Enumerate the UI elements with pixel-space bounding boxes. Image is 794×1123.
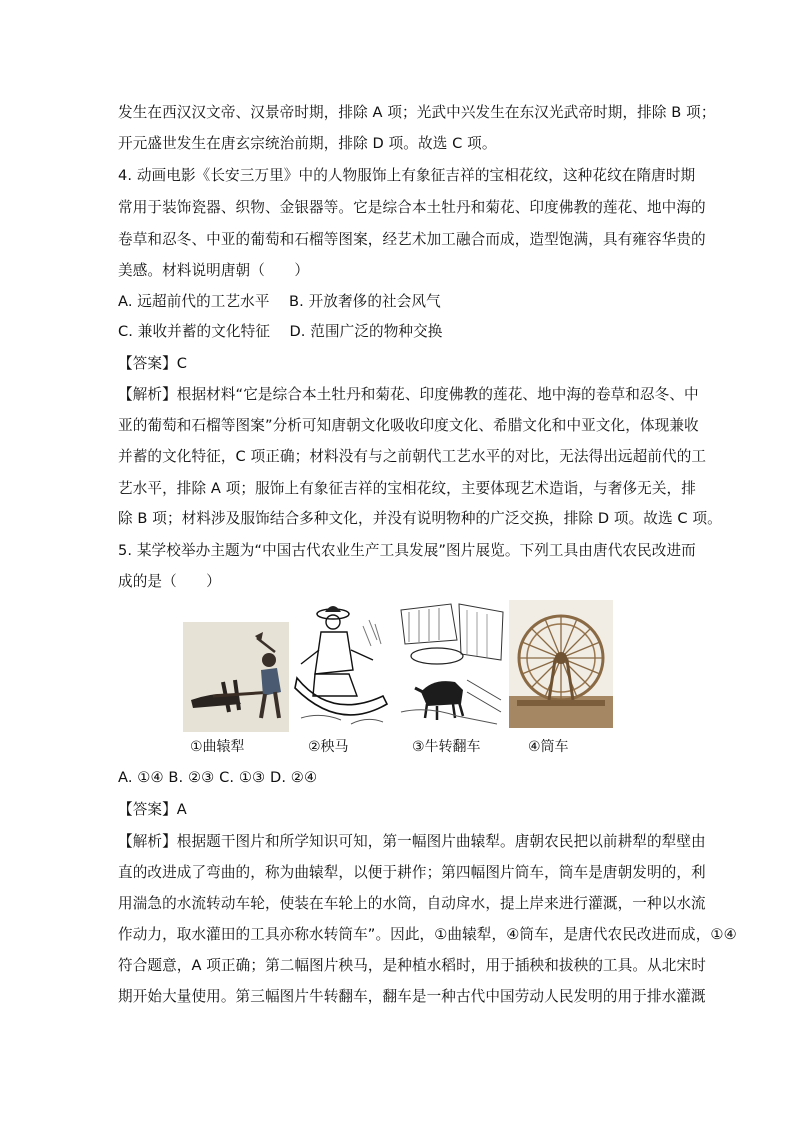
figure-row: [183, 600, 613, 732]
figure-caption: ①曲辕犁: [190, 739, 245, 755]
analysis-text: 用湍急的水流转动车轮，使装在车轮上的水筒，自动戽水，提上岸来进行灌溉，一种以水流: [118, 895, 706, 912]
analysis-text: 【解析】根据材料“它是综合本土牡丹和菊花、印度佛教的莲花、地中海的卷草和忍冬、中: [118, 386, 699, 403]
analysis-text: 作动力，取水灌田的工具亦称水转筒车”。因此，①曲辕犁，④筒车，是唐代农民改进而成，①④: [118, 926, 737, 943]
answer-options: C. 兼收并蓄的文化特征 D. 范围广泛的物种交换: [118, 323, 443, 340]
analysis-text: 【解析】根据题干图片和所学知识可知，第一幅图片曲辕犁。唐朝农民把以前耕犁的犁壁由: [118, 833, 706, 850]
ox-driven-waterwheel-image: [397, 600, 507, 728]
rice-seedling-horse-image: [291, 600, 389, 732]
analysis-text: 直的改进成了弯曲的，称为曲辕犁，以便于耕作；第四幅图片筒车，筒车是唐朝发明的，利: [118, 864, 706, 881]
text-line: 成的是（ ）: [118, 573, 221, 590]
figure-caption: ④筒车: [528, 739, 569, 755]
analysis-text: 除 B 项；材料涉及服饰结合多种文化，并没有说明物种的广泛交换，排除 D 项。故选 C 项。: [118, 510, 722, 527]
analysis-text: 符合题意，A 项正确；第二幅图片秧马，是种植水稻时，用于插秧和拔秧的工具。从北宋时: [118, 957, 706, 974]
answer-label: 【答案】C: [118, 355, 188, 372]
question-4-stem: 4. 动画电影《长安三万里》中的人物服饰上有象征吉祥的宝相花纹，这种花纹在隋唐时期: [118, 167, 696, 184]
question-5-stem: 5. 某学校举办主题为“中国古代农业生产工具发展”图片展览。下列工具由唐代农民改进而: [118, 542, 696, 559]
figure-caption: ③牛转翻车: [412, 739, 481, 755]
analysis-text: 艺水平，排除 A 项；服饰上有象征吉祥的宝相花纹，主要体现艺术造诣，与奢侈无关，排: [118, 480, 696, 497]
text-line: 常用于装饰瓷器、织物、金银器等。它是综合本土牡丹和菊花、印度佛教的莲花、地中海的: [118, 199, 706, 216]
text-line: 美感。材料说明唐朝（ ）: [118, 262, 310, 279]
analysis-text: 亚的葡萄和石榴等图案”分析可知唐朝文化吸收印度文化、希腊文化和中亚文化，体现兼收: [118, 417, 699, 434]
text-line: 发生在西汉汉文帝、汉景帝时期，排除 A 项；光武中兴发生在东汉光武帝时期，排除 B 项；: [118, 104, 716, 121]
figure-caption: ②秧马: [308, 739, 349, 755]
analysis-text: 期开始大量使用。第三幅图片牛转翻车，翻车是一种古代中国劳动人民发明的用于排水灌溉: [118, 988, 706, 1005]
answer-options: A. 远超前代的工艺水平 B. 开放奢侈的社会风气: [118, 293, 441, 310]
tube-waterwheel-image: [509, 600, 613, 728]
answer-options: A. ①④ B. ②③ C. ①③ D. ②④: [118, 769, 318, 786]
curved-plough-image: [183, 622, 289, 732]
text-line: 开元盛世发生在唐玄宗统治前期，排除 D 项。故选 C 项。: [118, 135, 497, 152]
answer-label: 【答案】A: [118, 801, 187, 818]
analysis-text: 并蓄的文化特征，C 项正确；材料没有与之前朝代工艺水平的对比，无法得出远超前代的工: [118, 448, 707, 465]
text-line: 卷草和忍冬、中亚的葡萄和石榴等图案，经艺术加工融合而成，造型饱满，具有雍容华贵的: [118, 231, 706, 248]
